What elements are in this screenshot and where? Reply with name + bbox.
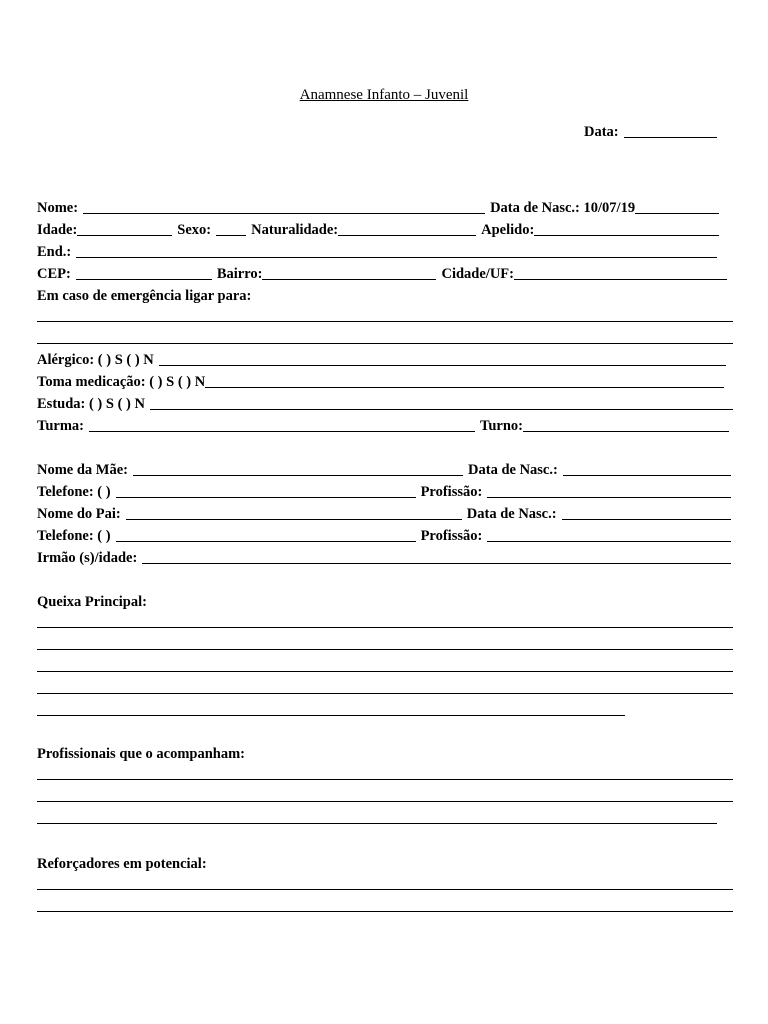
mother-birth-field[interactable] (563, 462, 731, 476)
allergy-field[interactable] (159, 352, 726, 366)
age-row (37, 221, 719, 239)
reinforcers-line-2[interactable] (37, 911, 733, 912)
neighborhood-label: Bairro: (216, 266, 263, 282)
father-birth-field[interactable] (562, 506, 731, 520)
mother-phone-row (37, 483, 731, 501)
emergency-row (37, 287, 733, 305)
father-job-label: Profissão: (420, 528, 483, 544)
mother-phone-field[interactable] (116, 484, 416, 498)
city-label: Cidade/UF: (441, 266, 514, 282)
complaint-line-1[interactable] (37, 627, 733, 628)
studies-row (37, 395, 733, 413)
birth-date-field[interactable] (635, 200, 719, 214)
professionals-heading (37, 745, 733, 763)
emergency-line-2[interactable] (37, 343, 733, 344)
complaint-heading (37, 593, 733, 611)
neighborhood-field[interactable] (262, 266, 436, 280)
father-phone-field[interactable] (116, 528, 416, 542)
name-label: Nome: (37, 200, 79, 216)
reinforcers-heading (37, 855, 733, 873)
birthplace-label: Naturalidade: (251, 222, 339, 238)
date-row (584, 123, 717, 141)
father-name-field[interactable] (126, 506, 462, 520)
mother-name-label: Nome da Mãe: (37, 462, 129, 478)
age-label: Idade: (37, 222, 78, 238)
medication-field[interactable] (205, 374, 724, 388)
studies-label: Estuda: ( ) S ( ) N (37, 396, 145, 412)
mother-phone-label: Telefone: ( ) (37, 484, 111, 500)
class-field[interactable] (89, 418, 475, 432)
sex-label: Sexo: (177, 222, 212, 238)
cep-row (37, 265, 727, 283)
emergency-line-1[interactable] (37, 321, 733, 322)
birth-date-label: Data de Nasc.: 10/07/19 (490, 200, 636, 216)
siblings-field[interactable] (142, 550, 731, 564)
complaint-line-2[interactable] (37, 649, 733, 650)
form-title: Anamnese Infanto – Juvenil (299, 87, 469, 103)
cep-label: CEP: (37, 266, 71, 282)
mother-job-label: Profissão: (420, 484, 483, 500)
complaint-line-3[interactable] (37, 671, 733, 672)
father-phone-label: Telefone: ( ) (37, 528, 111, 544)
class-label: Turma: (37, 418, 84, 434)
cep-field[interactable] (76, 266, 212, 280)
mother-birth-label: Data de Nasc.: (468, 462, 558, 478)
mother-row (37, 461, 731, 479)
complaint-label: Queixa Principal: (37, 594, 147, 610)
reinforcers-label: Reforçadores em potencial: (37, 856, 207, 872)
birthplace-field[interactable] (338, 222, 476, 236)
allergy-row (37, 351, 726, 369)
name-field[interactable] (83, 200, 485, 214)
sex-field[interactable] (216, 222, 246, 236)
shift-field[interactable] (523, 418, 729, 432)
class-row (37, 417, 729, 435)
siblings-row (37, 549, 731, 567)
nickname-field[interactable] (534, 222, 719, 236)
emergency-label: Em caso de emergência ligar para: (37, 288, 252, 304)
allergy-label: Alérgico: ( ) S ( ) N (37, 352, 154, 368)
medication-label: Toma medicação: ( ) S ( ) N (37, 374, 206, 390)
nickname-label: Apelido: (481, 222, 535, 238)
medication-row (37, 373, 724, 391)
studies-field[interactable] (150, 396, 733, 410)
professionals-label: Profissionais que o acompanham: (37, 746, 245, 762)
age-field[interactable] (77, 222, 172, 236)
father-job-field[interactable] (487, 528, 731, 542)
city-field[interactable] (514, 266, 727, 280)
father-birth-label: Data de Nasc.: (466, 506, 557, 522)
reinforcers-line-1[interactable] (37, 889, 733, 890)
father-row (37, 505, 731, 523)
address-field[interactable] (76, 244, 717, 258)
date-label: Data: (584, 124, 619, 140)
name-row (37, 199, 719, 217)
mother-job-field[interactable] (487, 484, 731, 498)
mother-name-field[interactable] (133, 462, 463, 476)
address-label: End.: (37, 244, 72, 260)
complaint-line-5[interactable] (37, 715, 625, 716)
shift-label: Turno: (480, 418, 523, 434)
professionals-line-2[interactable] (37, 801, 733, 802)
date-field[interactable] (624, 124, 717, 138)
father-name-label: Nome do Pai: (37, 506, 121, 522)
professionals-line-1[interactable] (37, 779, 733, 780)
complaint-line-4[interactable] (37, 693, 733, 694)
father-phone-row (37, 527, 731, 545)
professionals-line-3[interactable] (37, 823, 717, 824)
siblings-label: Irmão (s)/idade: (37, 550, 138, 566)
address-row (37, 243, 717, 261)
